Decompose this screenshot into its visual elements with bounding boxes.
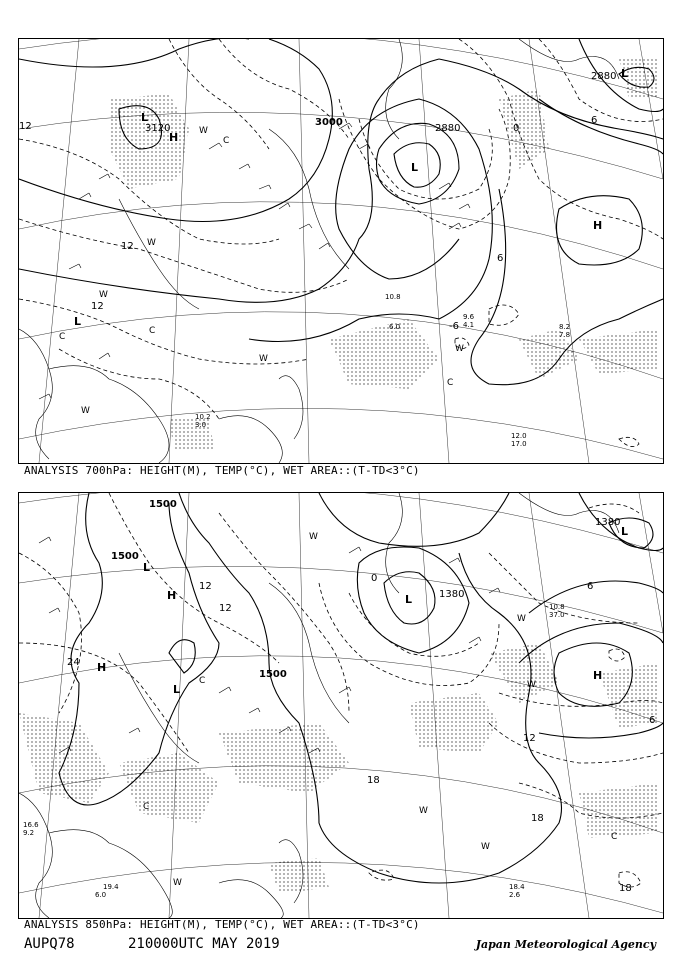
station-temp: 9.6 — [463, 313, 475, 321]
map-panel-700hpa — [18, 38, 664, 464]
station-dewpoint-depression: 37.0 — [549, 611, 565, 619]
map-700hpa-canvas — [19, 39, 663, 463]
height-contour-label: 1500 — [149, 499, 177, 510]
height-contour-label: 2880 — [591, 71, 617, 82]
cold-center-marker: C — [611, 832, 618, 842]
height-contours — [59, 493, 663, 883]
isotherm-label: 6 — [591, 115, 598, 126]
station-dewpoint-depression: 9.2 — [23, 829, 35, 837]
isotherm-label: 0 — [371, 573, 378, 584]
high-center-marker: H — [593, 669, 603, 682]
agency-credit: Japan Meteorological Agency — [475, 938, 656, 951]
high-center-marker: H — [593, 219, 603, 232]
panel-caption-850hpa: ANALYSIS 850hPa: HEIGHT(M), TEMP(°C), WET AREA::(T-TD<3°C) — [24, 918, 420, 931]
warm-center-marker: W — [309, 532, 318, 542]
low-center-marker: L — [621, 525, 629, 538]
isotherm-label: 24 — [67, 657, 80, 668]
isotherm-label: 12 — [523, 733, 536, 744]
warm-center-marker: W — [419, 806, 428, 816]
chart-product-code: AUPQ78 — [24, 936, 75, 952]
warm-center-marker: W — [259, 354, 268, 364]
station-temp: 10.8 — [549, 603, 565, 611]
isotherm-label: -6 — [449, 321, 459, 332]
station-temp: 16.6 — [23, 821, 39, 829]
station-dewpoint-depression: 2.6 — [509, 891, 521, 899]
warm-center-marker: W — [81, 406, 90, 416]
panel-caption-700hpa: ANALYSIS 700hPa: HEIGHT(M), TEMP(°C), WET AREA::(T-TD<3°C) — [24, 464, 420, 477]
isotherm-label: 6 — [649, 715, 656, 726]
warm-center-marker: W — [481, 842, 490, 852]
isotherm-label: 18 — [531, 813, 544, 824]
cold-center-marker: C — [199, 676, 206, 686]
low-center-marker: L — [621, 67, 629, 80]
isotherm-label: 18 — [367, 775, 380, 786]
high-center-marker: H — [167, 589, 177, 602]
isotherm-label: 6 — [587, 581, 594, 592]
low-center-marker: L — [411, 161, 419, 174]
height-labels — [145, 71, 616, 134]
station-dewpoint-depression: 6.0 — [95, 891, 107, 899]
station-temp: 19.4 — [103, 883, 119, 891]
warm-center-marker: W — [517, 614, 526, 624]
cold-center-marker: C — [143, 802, 150, 812]
low-center-marker: L — [74, 315, 82, 328]
warm-center-marker: W — [147, 238, 156, 248]
cold-center-marker: C — [223, 136, 230, 146]
isotherm-label: 12 — [91, 301, 104, 312]
isotherm-label: 18 — [619, 883, 632, 894]
station-temp: 18.4 — [509, 883, 525, 891]
station-temp: 10.8 — [385, 293, 401, 301]
station-dewpoint-depression: 6.0 — [389, 323, 401, 331]
warm-center-marker: W — [527, 680, 536, 690]
low-center-marker: L — [143, 561, 151, 574]
station-dewpoint-depression: 3.0 — [195, 421, 207, 429]
cold-center-marker: C — [149, 326, 156, 336]
low-center-marker: L — [141, 111, 149, 124]
warm-center-marker: W — [173, 878, 182, 888]
map-850hpa-canvas — [19, 493, 663, 918]
station-temp: 10.2 — [195, 413, 211, 421]
height-contour-label: 1380 — [595, 517, 621, 528]
low-center-marker: L — [173, 683, 181, 696]
height-contour-label: 3120 — [145, 123, 171, 134]
height-contour-label: 3000 — [315, 117, 343, 128]
high-center-marker: H — [169, 131, 179, 144]
warm-center-marker: W — [455, 344, 464, 354]
low-center-marker: L — [405, 593, 413, 606]
isotherm-labels — [67, 573, 655, 894]
high-center-marker: H — [97, 661, 107, 674]
wet-areas — [19, 643, 659, 893]
height-contour-label: 2880 — [435, 123, 461, 134]
isotherm-label: 12 — [199, 581, 212, 592]
isotherm-label: 0 — [513, 123, 520, 134]
temperature-centers — [143, 532, 617, 888]
station-dewpoint-depression: 7.8 — [559, 331, 571, 339]
station-dewpoint-depression: 17.0 — [511, 440, 527, 448]
isotherm-label: 6 — [497, 253, 504, 264]
cold-center-marker: C — [59, 332, 66, 342]
map-panel-850hpa — [18, 492, 664, 919]
station-temp: 8.2 — [559, 323, 571, 331]
height-contour-label: 1380 — [439, 589, 465, 600]
isotherm-label: 12 — [219, 603, 232, 614]
station-temp: 12.0 — [511, 432, 527, 440]
cold-center-marker: C — [447, 378, 454, 388]
station-dewpoint-depression: 4.1 — [463, 321, 475, 329]
height-contour-label: 1500 — [111, 551, 139, 562]
isotherm-label: 12 — [121, 241, 134, 252]
chart-valid-time: 210000UTC MAY 2019 — [128, 936, 280, 952]
warm-center-marker: W — [199, 126, 208, 136]
height-contour-label: 1500 — [259, 669, 287, 680]
wet-areas — [109, 57, 659, 449]
isotherm-label: 12 — [19, 121, 32, 132]
warm-center-marker: W — [99, 290, 108, 300]
